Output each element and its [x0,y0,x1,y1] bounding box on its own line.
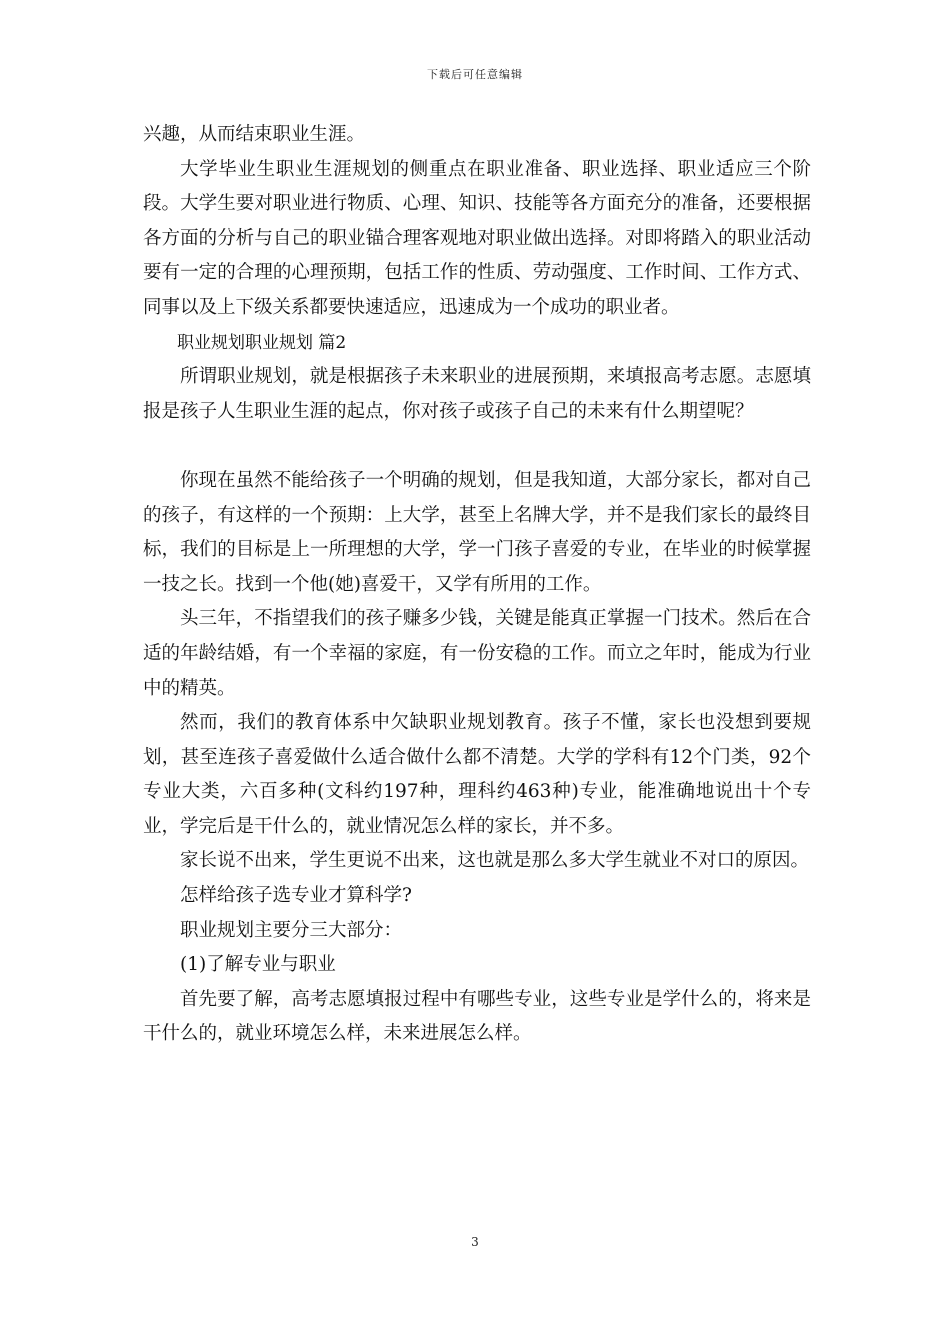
paragraph-first-three-years: 头三年，不指望我们的孩子赚多少钱，关键是能真正掌握一门技术。然后在合适的年龄结婚，有一个幸福的家庭，有一份安稳的工作。而立之年时，能成为行业中的精英。 [143,608,811,699]
paragraph-career-planning-focus: 大学毕业生职业生涯规划的侧重点在职业准备、职业选择、职业适应三个阶段。大学生要对职业进行物质、心理、知识、技能等各方面充分的准备，还要根据各方面的分析与自己的职业锚合理客观地对职业做出选择。对即将踏入的职业活动要有一定的合理的心理预期，包括工作的性质、劳动强度、工作时间、工作方式、同事以及上下级关系都要快速适应，迅速成为一个成功的职业者。 [143,158,811,318]
paragraph-three-parts: 职业规划主要分三大部分： [180,919,403,941]
paragraph-education-system: 然而，我们的教育体系中欠缺职业规划教育。孩子不懂，家长也没想到要规划，甚至连孩子喜爱做什么适合做什么都不清楚。大学的学科有12个门类，92个专业大类，六百多种(文科约197种，理科约463种)专业，能准确地说出十个专业，学完后是干什么的，就业情况怎么样的家长，并不多。 [143,712,811,837]
paragraph-question: 怎样给孩子选专业才算科学? [180,885,412,907]
blank-line [143,429,811,464]
paragraph-continuation: 兴趣，从而结束职业生涯。 [143,124,366,145]
paragraph-mismatch-reason: 家长说不出来，学生更说不出来，这也就是那么多大学生就业不对口的原因。 [180,850,810,872]
page-number: 3 [471,1235,479,1249]
paragraph-parent-expectations: 你现在虽然不能给孩子一个明确的规划，但是我知道，大部分家长，都对自己的孩子，有这样的一个预期：上大学，甚至上名牌大学，并不是我们家长的最终目标，我们的目标是上一所理想的大学，学一门孩子喜爱的专业，在毕业的时候掌握一技之长。找到一个他(她)喜爱干，又学有所用的工作。 [143,469,811,595]
list-item-heading: (1)了解专业与职业 [180,954,336,976]
paragraph-definition: 所谓职业规划，就是根据孩子未来职业的进展预期，来填报高考志愿。志愿填报是孩子人生职业生涯的起点，你对孩子或孩子自己的未来有什么期望呢？ [143,366,811,422]
paragraph-understand-majors: 首先要了解，高考志愿填报过程中有哪些专业，这些专业是学什么的，将来是干什么的，就业环境怎么样，未来进展怎么样。 [143,988,811,1045]
document-body [143,118,811,1052]
section-title: 职业规划职业规划 篇2 [177,332,347,353]
page-header: 下载后可任意编辑 [427,68,523,81]
